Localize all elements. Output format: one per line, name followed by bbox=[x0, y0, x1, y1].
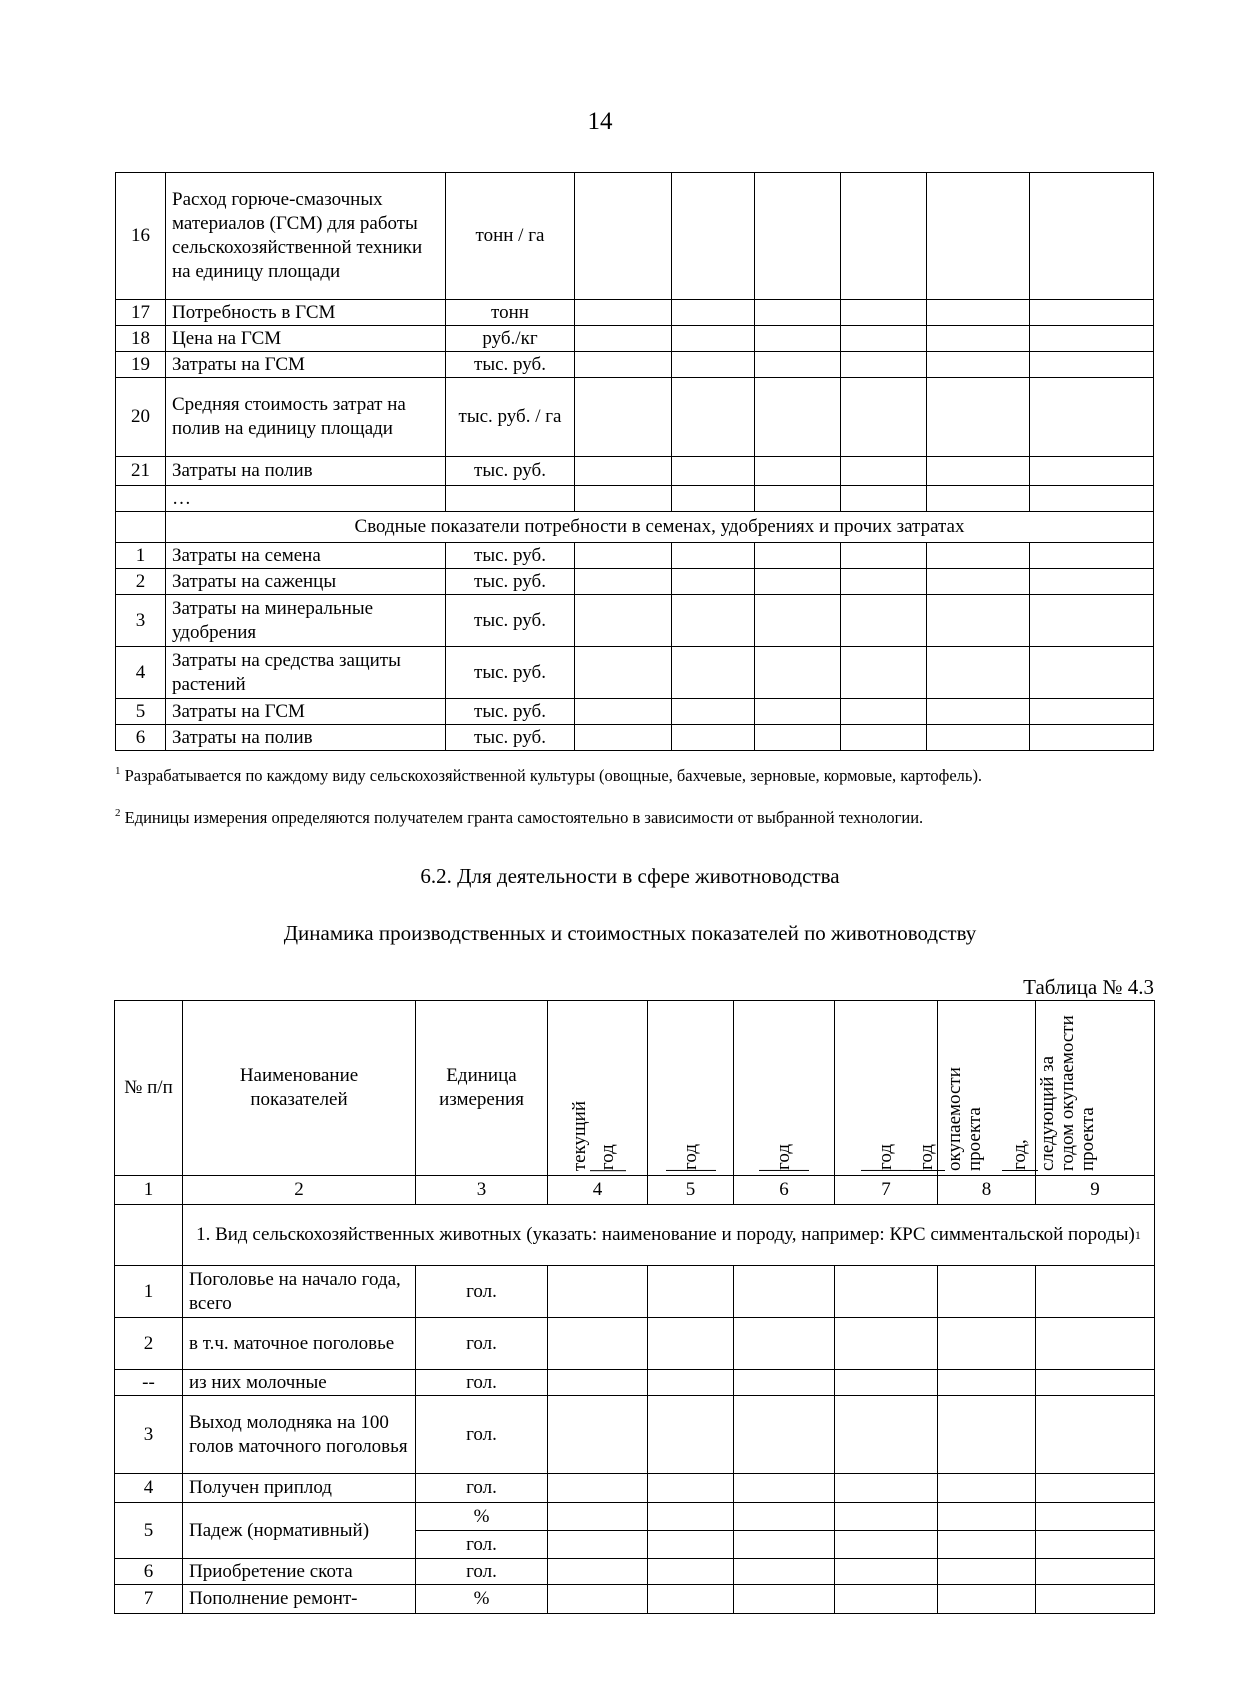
row-number: 16 bbox=[116, 173, 166, 300]
row-name: Цена на ГСМ bbox=[166, 326, 446, 352]
row-name: Затраты на полив bbox=[166, 725, 446, 751]
header-unit: Единица измерения bbox=[416, 1001, 548, 1176]
table-row bbox=[116, 569, 1154, 595]
table-row bbox=[115, 1559, 1155, 1585]
col-number: 2 bbox=[183, 1176, 416, 1205]
header-col-8-b: окупаемости проекта bbox=[943, 1067, 985, 1171]
row-unit: тыс. руб. bbox=[446, 543, 575, 569]
col-number: 9 bbox=[1036, 1176, 1155, 1205]
summary-title: Сводные показатели потребности в семенах, удобрениях и прочих затратах bbox=[166, 512, 1154, 543]
section-title-row bbox=[115, 1205, 1155, 1266]
animal-section-title bbox=[183, 1205, 1155, 1266]
footnote-text: Разрабатывается по каждому виду сельскохозяйственной культуры (овощные, бахчевые, зерновые, кормовые, картофель). bbox=[124, 766, 983, 785]
row-unit: гол. bbox=[416, 1396, 548, 1474]
header-col-4-a: текущий bbox=[568, 1100, 590, 1171]
row-name: в т.ч. маточное поголовье bbox=[183, 1318, 416, 1370]
row-unit: тыс. руб. bbox=[446, 699, 575, 725]
col-number: 4 bbox=[548, 1176, 648, 1205]
table-row bbox=[115, 1585, 1155, 1614]
row-unit: тыс. руб. bbox=[446, 352, 575, 378]
table-row bbox=[116, 326, 1154, 352]
row-name: Затраты на семена bbox=[166, 543, 446, 569]
col-number: 5 bbox=[648, 1176, 734, 1205]
row-name: Пополнение ремонт- bbox=[183, 1585, 416, 1614]
row-name: Затраты на ГСМ bbox=[166, 699, 446, 725]
table-row bbox=[115, 1318, 1155, 1370]
row-number: 20 bbox=[116, 378, 166, 457]
row-name: Выход молодняка на 100 голов маточного поголовья bbox=[183, 1396, 416, 1474]
table-row bbox=[115, 1266, 1155, 1318]
row-unit: тыс. руб. bbox=[446, 725, 575, 751]
row-number: 3 bbox=[116, 595, 166, 647]
table-row bbox=[116, 352, 1154, 378]
table-row bbox=[116, 543, 1154, 569]
row-number: 3 bbox=[115, 1396, 183, 1474]
summary-title-row bbox=[116, 512, 1154, 543]
table-row bbox=[116, 457, 1154, 486]
row-name: Затраты на саженцы bbox=[166, 569, 446, 595]
table-row bbox=[116, 699, 1154, 725]
column-numbers-row bbox=[115, 1176, 1155, 1205]
header-col-9 bbox=[1009, 1001, 1155, 1176]
footnote-mark: 2 bbox=[115, 807, 121, 819]
row-number: 21 bbox=[116, 457, 166, 486]
row-name: Расход горюче-смазочных материалов (ГСМ) для работы сельскохозяйственной техники на единицу площади bbox=[166, 173, 446, 300]
row-name: Затраты на средства защиты растений bbox=[166, 647, 446, 699]
row-number: 7 bbox=[115, 1585, 183, 1614]
row-name: Приобретение скота bbox=[183, 1559, 416, 1585]
row-number: 6 bbox=[115, 1559, 183, 1585]
ellipsis: … bbox=[166, 486, 446, 512]
row-number: 1 bbox=[116, 543, 166, 569]
row-number: 2 bbox=[115, 1318, 183, 1370]
col-number: 3 bbox=[416, 1176, 548, 1205]
table-row bbox=[115, 1503, 1155, 1531]
row-unit: тыс. руб. / га bbox=[446, 378, 575, 457]
row-number: 5 bbox=[116, 699, 166, 725]
header-col-7-label: год bbox=[875, 1144, 896, 1170]
col-number: 1 bbox=[115, 1176, 183, 1205]
row-number: 6 bbox=[116, 725, 166, 751]
livestock-table bbox=[114, 1000, 1155, 1614]
table-row bbox=[116, 378, 1154, 457]
row-name: Падеж (нормативный) bbox=[183, 1503, 416, 1559]
col-number: 6 bbox=[734, 1176, 835, 1205]
table-caption: Динамика производственных и стоимостных показателей по животноводству bbox=[283, 921, 977, 945]
header-col-5 bbox=[648, 1001, 734, 1176]
table-row bbox=[115, 1474, 1155, 1503]
crop-costs-table bbox=[115, 172, 1154, 751]
footnote-2 bbox=[115, 808, 1155, 828]
row-name: Поголовье на начало года, всего bbox=[183, 1266, 416, 1318]
row-name: Получен приплод bbox=[183, 1474, 416, 1503]
table-row bbox=[115, 1396, 1155, 1474]
page-number: 14 bbox=[587, 108, 613, 135]
row-unit: тонн bbox=[446, 300, 575, 326]
row-name: Средняя стоимость затрат на полив на единицу площади bbox=[166, 378, 446, 457]
header-col-4 bbox=[548, 1001, 648, 1176]
row-number: 5 bbox=[115, 1503, 183, 1559]
row-unit: % bbox=[416, 1585, 548, 1614]
footnote-mark: 1 bbox=[1134, 1228, 1141, 1242]
header-num: № п/п bbox=[115, 1001, 183, 1176]
row-name: Затраты на минеральные удобрения bbox=[166, 595, 446, 647]
row-number: 19 bbox=[116, 352, 166, 378]
header-col-9-b: следующий за годом окупаемости проекта bbox=[1037, 1015, 1098, 1171]
header-col-4-b: год bbox=[596, 1144, 618, 1170]
header-col-8-a: год bbox=[915, 1144, 937, 1170]
row-number: 1 bbox=[115, 1266, 183, 1318]
row-unit: тыс. руб. bbox=[446, 457, 575, 486]
header-col-5-label: год bbox=[679, 1144, 701, 1170]
table-label: Таблица № 4.3 bbox=[1023, 975, 1154, 999]
col-number: 8 bbox=[938, 1176, 1036, 1205]
row-name: Затраты на ГСМ bbox=[166, 352, 446, 378]
row-number: -- bbox=[115, 1370, 183, 1396]
footnote-mark: 1 bbox=[115, 765, 121, 777]
row-unit: гол. bbox=[416, 1474, 548, 1503]
row-name: из них молочные bbox=[183, 1370, 416, 1396]
row-number: 4 bbox=[115, 1474, 183, 1503]
header-col-6-label: год bbox=[773, 1144, 794, 1170]
header-col-6 bbox=[734, 1001, 835, 1176]
table-row bbox=[116, 725, 1154, 751]
row-unit: руб./кг bbox=[446, 326, 575, 352]
row-unit: гол. bbox=[416, 1531, 548, 1559]
row-unit: тыс. руб. bbox=[446, 595, 575, 647]
row-unit: % bbox=[416, 1503, 548, 1531]
footnote-text: Единицы измерения определяются получателем гранта самостоятельно в зависимости от выбранной технологии. bbox=[124, 808, 924, 827]
col-number: 7 bbox=[835, 1176, 938, 1205]
row-unit: тыс. руб. bbox=[446, 647, 575, 699]
header-name: Наименование показателей bbox=[183, 1001, 416, 1176]
header-row bbox=[115, 1001, 1155, 1176]
row-unit: гол. bbox=[416, 1318, 548, 1370]
row-unit: тонн / га bbox=[446, 173, 575, 300]
row-name: Потребность в ГСМ bbox=[166, 300, 446, 326]
row-unit: гол. bbox=[416, 1559, 548, 1585]
row-number: 4 bbox=[116, 647, 166, 699]
row-number: 17 bbox=[116, 300, 166, 326]
table-row-ellipsis bbox=[116, 486, 1154, 512]
table-row bbox=[116, 173, 1154, 300]
header-col-9-a: год, bbox=[1009, 1139, 1030, 1170]
table-row bbox=[116, 300, 1154, 326]
animal-section-title-text: 1. Вид сельскохозяйственных животных (указать: наименование и породу, например: КРС симментальской породы) bbox=[196, 1224, 1135, 1245]
section-heading: 6.2. Для деятельности в сфере животноводства bbox=[420, 864, 840, 888]
footnote-1 bbox=[115, 766, 1155, 786]
row-unit: гол. bbox=[416, 1266, 548, 1318]
table-row bbox=[116, 595, 1154, 647]
table-row bbox=[115, 1370, 1155, 1396]
row-name: Затраты на полив bbox=[166, 457, 446, 486]
row-unit: тыс. руб. bbox=[446, 569, 575, 595]
table-row bbox=[116, 647, 1154, 699]
row-unit: гол. bbox=[416, 1370, 548, 1396]
row-number: 18 bbox=[116, 326, 166, 352]
row-number: 2 bbox=[116, 569, 166, 595]
